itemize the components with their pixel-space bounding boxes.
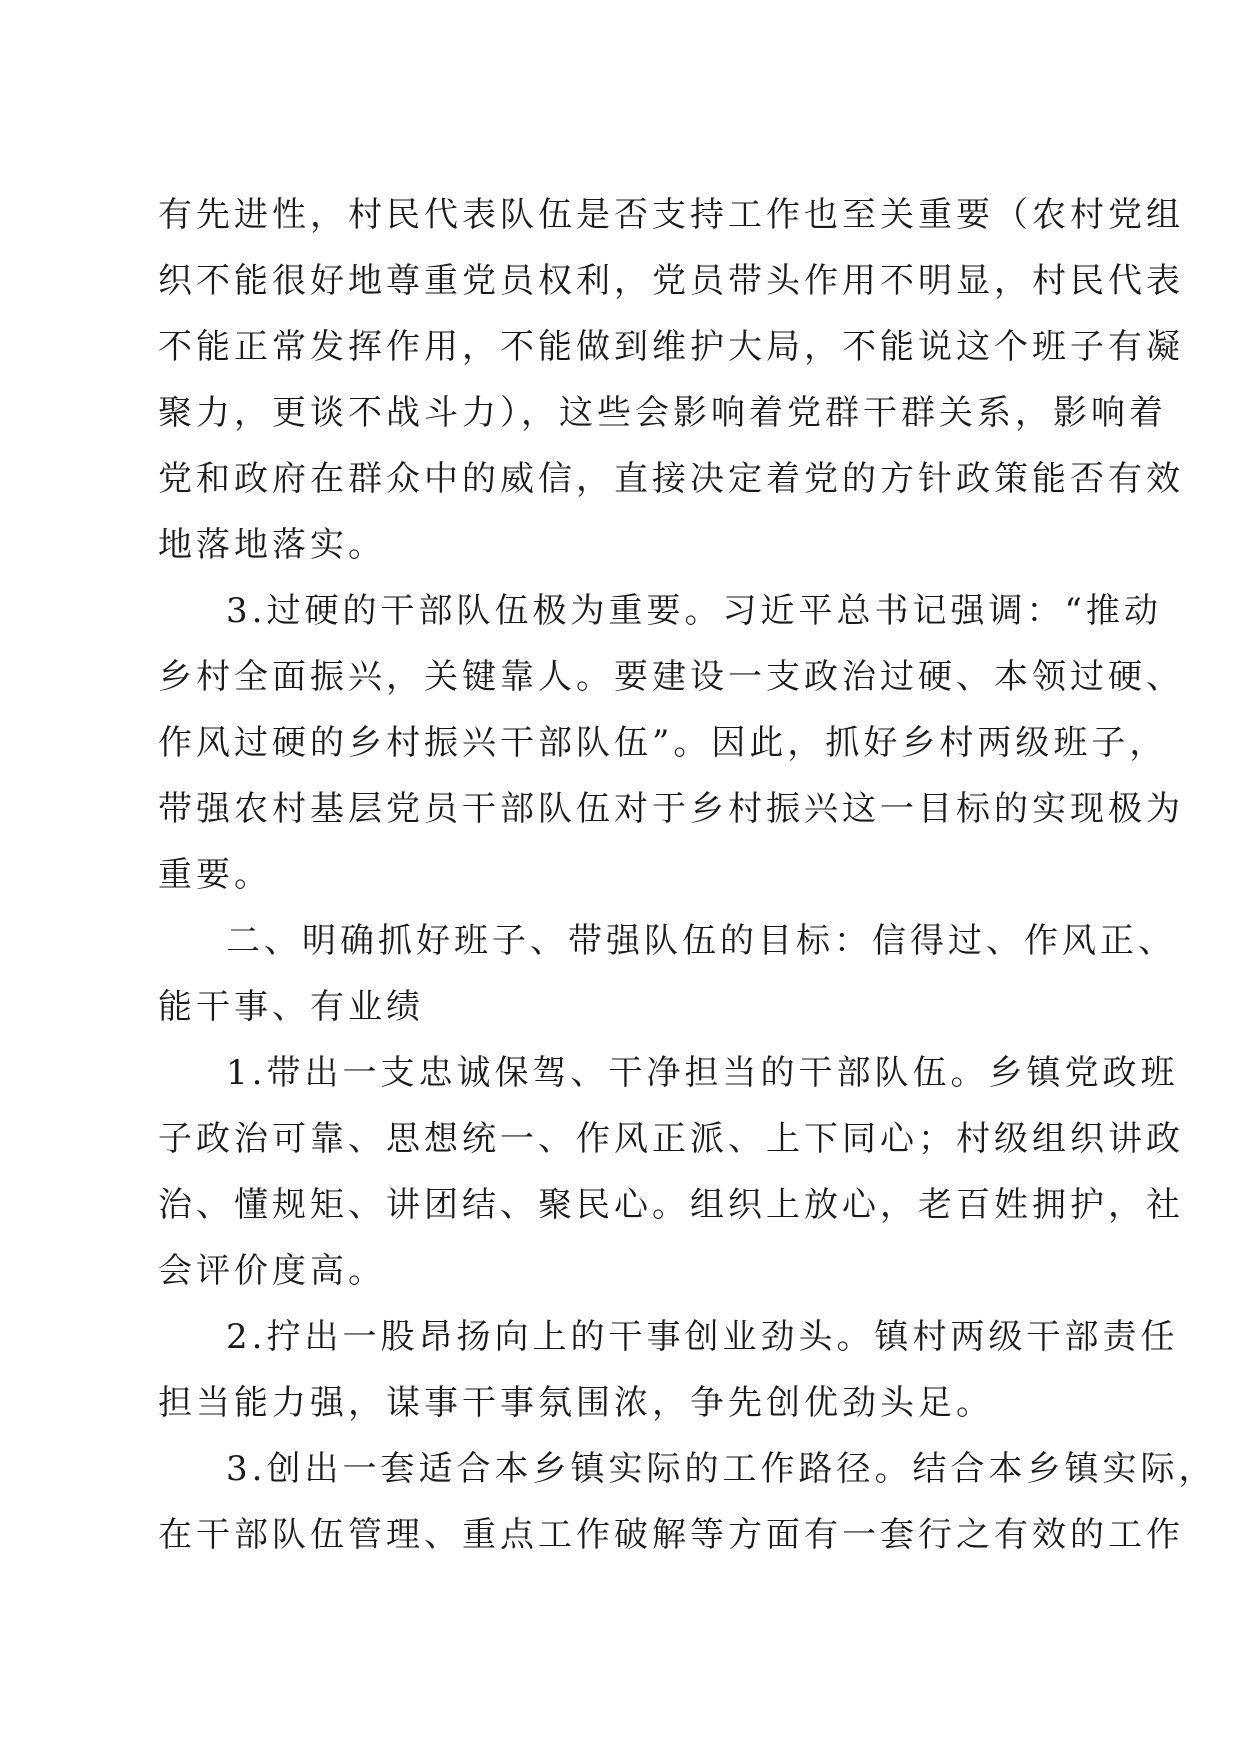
paragraph bbox=[158, 1304, 1179, 1436]
text-line: 不能正常发挥作用，不能做到维护大局，不能说这个班子有凝 bbox=[158, 327, 1184, 367]
paragraph bbox=[158, 182, 1184, 578]
text-line: 1.带出一支忠诚保驾、干净担当的干部队伍。乡镇党政班 bbox=[226, 1053, 1179, 1093]
text-line: 2.拧出一股昂扬向上的干事创业劲头。镇村两级干部责任 bbox=[226, 1317, 1179, 1357]
text-line: 作风过硬的乡村振兴干部队伍”。因此，抓好乡村两级班子， bbox=[158, 723, 1168, 763]
text-line: 党和政府在群众中的威信，直接决定着党的方针政策能否有效 bbox=[158, 459, 1184, 499]
paragraph bbox=[158, 578, 1184, 908]
text-line: 乡村全面振兴，关键靠人。要建设一支政治过硬、本领过硬、 bbox=[158, 657, 1184, 697]
text-line: 地落地落实。 bbox=[158, 525, 386, 565]
text-line: 能干事、有业绩 bbox=[158, 987, 424, 1027]
section-heading bbox=[158, 908, 1176, 1040]
text-line: 治、懂规矩、讲团结、聚民心。组织上放心，老百姓拥护，社 bbox=[158, 1185, 1184, 1225]
paragraph bbox=[158, 1436, 1217, 1568]
text-line: 会评价度高。 bbox=[158, 1251, 386, 1291]
text-line: 担当能力强，谋事干事氛围浓，争先创优劲头足。 bbox=[158, 1383, 994, 1423]
text-line: 聚力，更谈不战斗力），这些会影响着党群干群关系，影响着 bbox=[158, 393, 1167, 433]
text-line: 3.过硬的干部队伍极为重要。习近平总书记强调：“推动 bbox=[226, 591, 1162, 631]
document-body bbox=[158, 182, 1217, 1568]
text-line: 重要。 bbox=[158, 855, 272, 895]
text-line: 子政治可靠、思想统一、作风正派、上下同心；村级组织讲政 bbox=[158, 1119, 1184, 1159]
text-line: 二、明确抓好班子、带强队伍的目标：信得过、作风正、 bbox=[226, 921, 1176, 961]
paragraph bbox=[158, 1040, 1184, 1304]
text-line: 带强农村基层党员干部队伍对于乡村振兴这一目标的实现极为 bbox=[158, 789, 1184, 829]
text-line: 织不能很好地尊重党员权利，党员带头作用不明显，村民代表 bbox=[158, 261, 1184, 301]
text-line: 有先进性，村民代表队伍是否支持工作也至关重要（农村党组 bbox=[158, 195, 1184, 235]
text-line: 在干部队伍管理、重点工作破解等方面有一套行之有效的工作 bbox=[158, 1515, 1184, 1555]
text-line: 3.创出一套适合本乡镇实际的工作路径。结合本乡镇实际， bbox=[226, 1449, 1217, 1489]
